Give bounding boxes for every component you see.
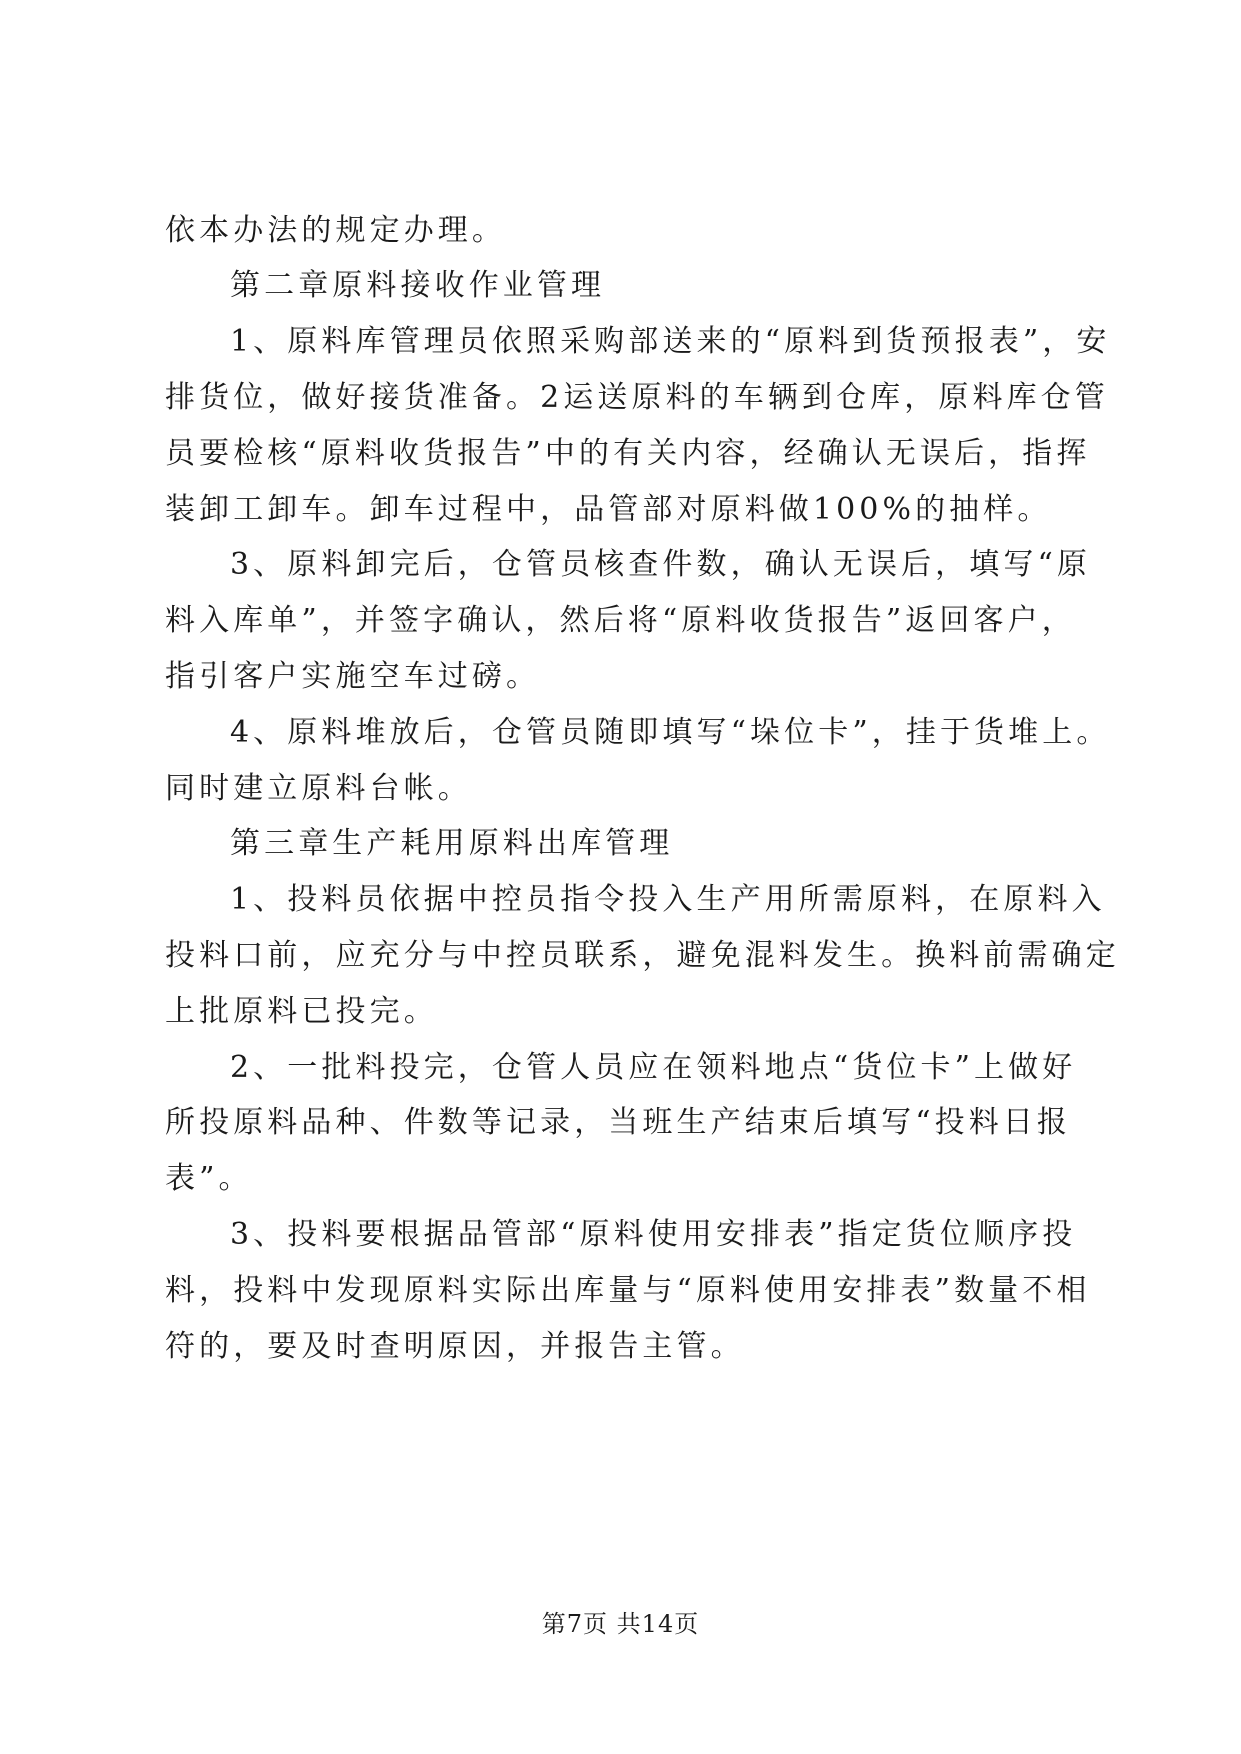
chapter-heading: 第三章生产耗用原料出库管理: [230, 826, 674, 861]
text-line: 表”。: [165, 1161, 253, 1196]
text-line: 装卸工卸车。卸车过程中，品管部对原料做100%的抽样。: [165, 492, 1052, 527]
text-line: 员要检核“原料收货报告”中的有关内容，经确认无误后，指挥: [165, 436, 1091, 471]
text-line: 3、投料要根据品管部“原料使用安排表”指定货位顺序投: [230, 1217, 1077, 1252]
text-line: 1、投料员依据中控员指令投入生产用所需原料，在原料入: [230, 882, 1106, 917]
text-line: 4、原料堆放后，仓管员随即填写“垛位卡”，挂于货堆上。: [230, 715, 1111, 750]
text-line: 排货位，做好接货准备。2运送原料的车辆到仓库，原料库仓管: [165, 380, 1109, 415]
text-line: 投料口前，应充分与中控员联系，避免混料发生。换料前需确定: [165, 938, 1120, 973]
text-line: 指引客户实施空车过磅。: [165, 659, 541, 694]
text-line: 同时建立原料台帐。: [165, 771, 472, 806]
text-line: 3、原料卸完后，仓管员核查件数，确认无误后，填写“原: [230, 547, 1092, 582]
text-line: 2、一批料投完，仓管人员应在领料地点“货位卡”上做好: [230, 1050, 1077, 1085]
page-number-footer: 第7页 共14页: [541, 1610, 700, 1638]
text-line: 料入库单”，并签字确认，然后将“原料收货报告”返回客户，: [165, 603, 1076, 638]
text-line: 1、原料库管理员依照采购部送来的“原料到货预报表”，安: [230, 324, 1111, 359]
text-line: 符的，要及时查明原因，并报告主管。: [165, 1329, 745, 1364]
chapter-heading: 第二章原料接收作业管理: [230, 268, 606, 303]
text-line: 上批原料已投完。: [165, 994, 438, 1029]
text-line: 依本办法的规定办理。: [165, 213, 506, 248]
text-line: 料，投料中发现原料实际出库量与“原料使用安排表”数量不相: [165, 1273, 1091, 1308]
text-line: 所投原料品种、件数等记录，当班生产结束后填写“投料日报: [165, 1105, 1072, 1140]
